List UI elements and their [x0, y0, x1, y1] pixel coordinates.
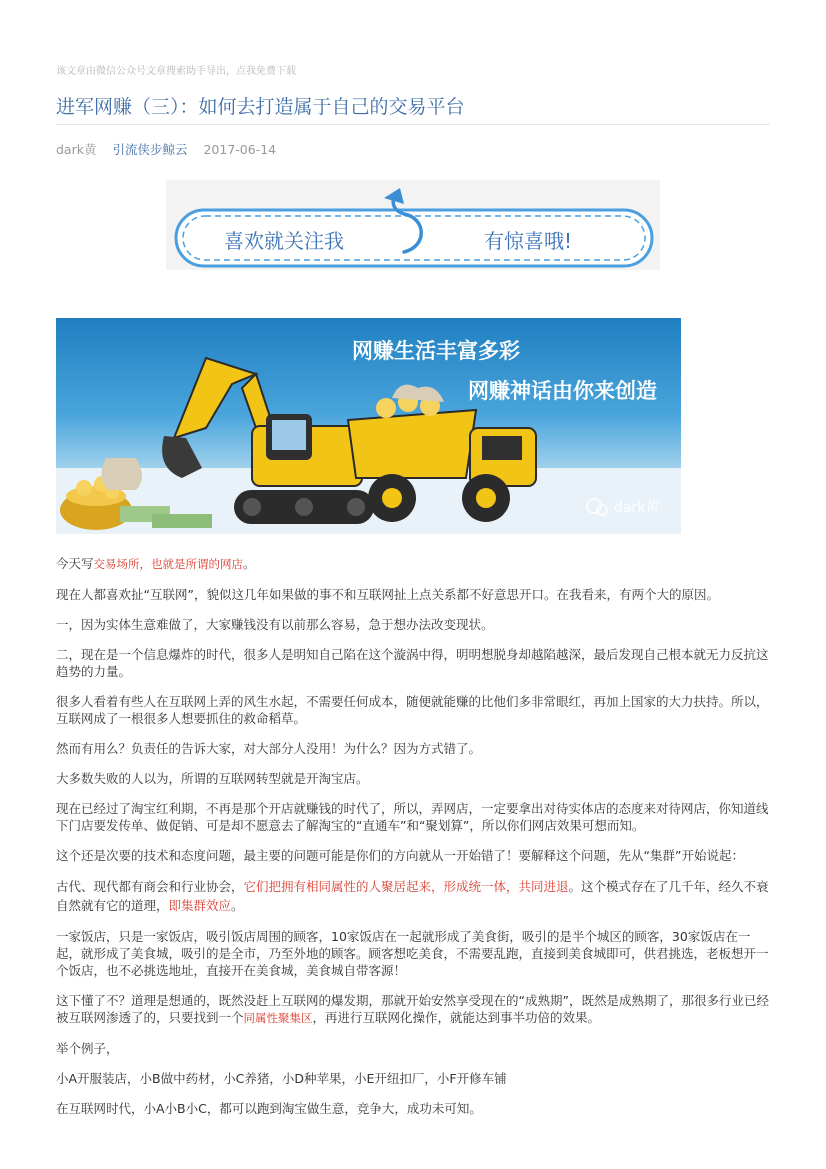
highlight-text: 它们把拥有相同属性的人聚居起来，形成统一体，共同进退	[243, 879, 569, 894]
track-wheel	[295, 498, 313, 516]
paragraph: 然而有用么？负责任的告诉大家，对大部分人没用！为什么？因为方式错了。	[56, 741, 482, 756]
banner-left-text: 喜欢就关注我	[224, 229, 344, 253]
coin-icon	[376, 398, 396, 418]
highlight-text: 即集群效应	[168, 898, 232, 913]
highlight-text: 同属性聚集区	[243, 1011, 313, 1025]
hero-image	[56, 318, 681, 534]
quote-paragraph: 古代、现代都有商会和行业协会，它们把拥有相同属性的人聚居起来，形成统一体，共同进退。这个模式存在了几千年，经久不衰自然就有它的道理，即集群效应。	[56, 879, 769, 913]
paragraph: 很多人看着有些人在互联网上弄的风生水起，不需要任何成本，随便就能赚的比他们多非常眼红，再加上国家的大力扶持。所以，互联网成了一根很多人想要抓住的救命稻草。	[56, 694, 769, 726]
hero-watermark: dark黄	[614, 500, 660, 516]
article-title: 进军网赚（三）：如何去打造属于自己的交易平台	[56, 96, 465, 118]
paragraph: 现在人都喜欢扯“互联网”，貌似这几年如果做的事不和互联网扯上点关系都不好意思开口。在我看来，有两个大的原因。	[56, 587, 719, 602]
hero-headline-2: 网赚神话由你来创造	[468, 379, 657, 403]
track-wheel	[347, 498, 365, 516]
dump-truck-window	[482, 436, 522, 460]
account-link[interactable]: 引流侠步鲸云	[112, 142, 188, 157]
excavator-boom	[174, 358, 256, 438]
paragraph: 今天写交易场所，也就是所谓的网店。	[56, 556, 256, 571]
banner-right-text: 有惊喜哦!	[484, 229, 573, 253]
paragraph: 这个还是次要的技术和态度问题，最主要的问题可能是你们的方向就从一开始错了！要解释这个问题，先从“集群”开始说起：	[56, 848, 744, 863]
hero-graphic	[56, 318, 681, 534]
hero-headline-1: 网赚生活丰富多彩	[352, 339, 520, 363]
cash-stack-icon	[152, 514, 212, 528]
export-notice-link[interactable]: 该文章由微信公众号文章搜索助手导出，点我免费下载	[56, 66, 296, 77]
follow-banner-image	[166, 180, 660, 270]
author-name: dark黄	[56, 142, 97, 157]
track-wheel	[243, 498, 261, 516]
coin-icon	[76, 480, 92, 496]
highlight-text: 交易场所，也就是所谓的网店	[93, 557, 244, 571]
paragraph: 小A开服装店，小B做中药材，小C养猪，小D种苹果，小E开纽扣厂，小F开修车铺	[56, 1071, 507, 1086]
money-bag-icon	[101, 458, 142, 490]
paragraph: 举个例子，	[56, 1041, 119, 1056]
paragraph: 这下懂了不？道理是想通的，既然没赶上互联网的爆发期，那就开始安然享受现在的“成熟期”，既然是成熟期了，那很多行业已经被互联网渗透了的，只要找到一个同属性聚集区，再进行互联网化操作，就能达到事半功倍的效果。	[56, 993, 769, 1025]
article-body	[56, 555, 770, 1130]
paragraph: 一，因为实体生意难做了，大家赚钱没有以前那么容易，急于想办法改变现状。	[56, 617, 494, 632]
paragraph: 大多数失败的人以为，所谓的互联网转型就是开淘宝店。	[56, 771, 369, 786]
truck-hub	[382, 488, 402, 508]
truck-hub	[476, 488, 496, 508]
excavator-window	[272, 420, 306, 450]
title-divider	[56, 124, 770, 125]
paragraph: 二，现在是一个信息爆炸的时代，很多人是明知自己陷在这个漩涡中得，明明想脱身却越陷越深，最后发现自己根本就无力反抗这趋势的力量。	[56, 647, 769, 679]
paragraph: 一家饭店，只是一家饭店，吸引饭店周围的顾客，10家饭店在一起就形成了美食街，吸引的是半个城区的顾客，30家饭店在一起，就形成了美食城，吸引的是全市，乃至外地的顾客。顾客想吃美食，不需要乱跑，直接到美食城即可，供君挑选，老板想开一个饭店，也不必挑选地址，直接开在美食城，美食城自带客源！	[56, 929, 769, 978]
article-meta	[56, 140, 276, 158]
follow-banner-graphic	[166, 180, 660, 270]
paragraph: 在互联网时代，小A小B小C，都可以跑到淘宝做生意，竞争大，成功未可知。	[56, 1101, 482, 1116]
paragraph: 现在已经过了淘宝红利期，不再是那个开店就赚钱的时代了，所以，弄网店，一定要拿出对待实体店的态度来对待网店，你知道线下门店要发传单、做促销、可是却不愿意去了解淘宝的“直通车”和“聚划算”，所以你们网店效果可想而知。	[56, 801, 769, 833]
dump-truck-bed	[348, 410, 476, 478]
publish-date: 2017-06-14	[203, 142, 277, 157]
